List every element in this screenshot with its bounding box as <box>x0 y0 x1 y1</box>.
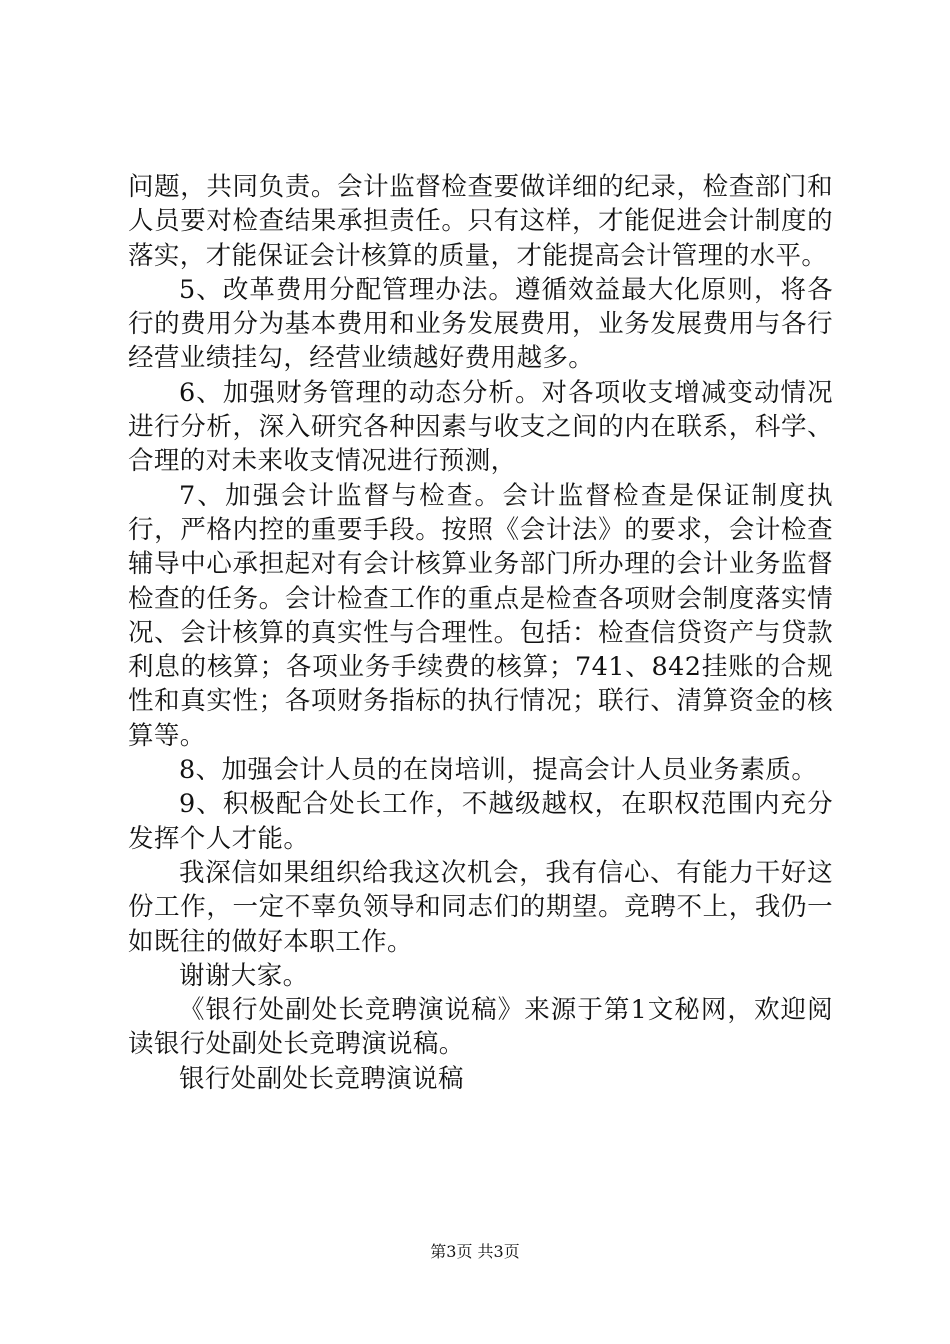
page-footer: 第3页 共3页 <box>430 1242 520 1261</box>
document-body <box>128 170 833 1096</box>
paragraph-8: 谢谢大家。 <box>179 960 309 991</box>
paragraph-4: 7、加强会计监督与检查。会计监督检查是保证制度执行，严格内控的重要手段。按照《会计法》的要求，会计检查辅导中心承担起对有会计核算业务部门所办理的会计业务监督检查的任务。会计检查工作的重点是检查各项财会制度落实情况、会计核算的真实性与合理性。包括：检查信贷资产与贷款利息的核算；各项业务手续费的核算；741、842挂账的合规性和真实性；各项财务指标的执行情况；联行、清算资金的核算等。 <box>128 480 833 751</box>
paragraph-7: 我深信如果组织给我这次机会，我有信心、有能力干好这份工作，一定不辜负领导和同志们的期望。竞聘不上，我仍一如既往的做好本职工作。 <box>128 857 833 957</box>
paragraph-2: 5、改革费用分配管理办法。遵循效益最大化原则，将各行的费用分为基本费用和业务发展费用，业务发展费用与各行经营业绩挂勾，经营业绩越好费用越多。 <box>128 274 833 374</box>
paragraph-6: 9、积极配合处长工作，不越级越权，在职权范围内充分发挥个人才能。 <box>128 789 833 854</box>
paragraph-9: 《银行处副处长竞聘演说稿》来源于第1文秘网，欢迎阅读银行处副处长竞聘演说稿。 <box>128 995 833 1060</box>
paragraph-3: 6、加强财务管理的动态分析。对各项收支增减变动情况进行分析，深入研究各种因素与收支之间的内在联系，科学、合理的对未来收支情况进行预测， <box>128 377 833 477</box>
paragraph-10: 银行处副处长竞聘演说稿 <box>179 1063 464 1094</box>
paragraph-1: 问题，共同负责。会计监督检查要做详细的纪录，检查部门和人员要对检查结果承担责任。只有这样，才能促进会计制度的落实，才能保证会计核算的质量，才能提高会计管理的水平。 <box>128 172 833 271</box>
paragraph-5: 8、加强会计人员的在岗培训，提高会计人员业务素质。 <box>179 755 818 786</box>
